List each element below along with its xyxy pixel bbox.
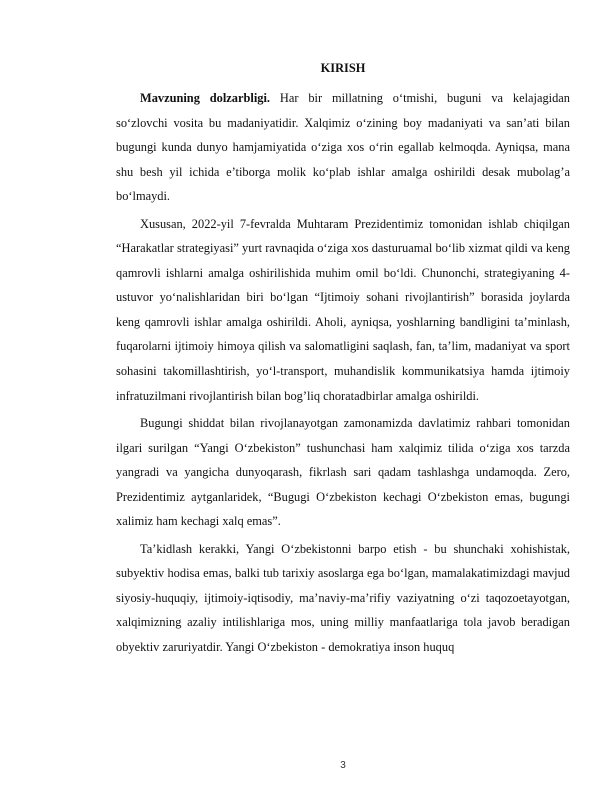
section-title: KIRISH <box>320 61 366 75</box>
paragraph-text: Bugungi shiddat bilan rivojlanayotgan zamonamizda davlatimiz rahbari tomonidan ilgari surilgan “Yangi O‘zbekiston” tushunchasi ham xalqimiz tilida o‘ziga xos tarzda yangradi va yangicha dunyoqarash, fikrlash sari qadam tashlashga undamoqda. Zero, Prezidentimiz aytganlaridek, “Bugugi O‘zbekiston kechagi O‘zbekiston emas, bugungi xalimiz ham kechagi xalq emas”. <box>116 416 570 529</box>
page-number: 3 <box>340 760 346 771</box>
footer <box>116 0 570 792</box>
paragraph-text: Ta’kidlash kerakki, Yangi O‘zbekistonni barpo etish - bu shunchaki xohishistak, subyektiv hodisa emas, balki tub tarixiy asoslarga ega bo‘lgan, mamalakatimizdagi mavjud siyosiy-huquqiy, ijtimoiy-iqtisodiy, ma’naviy-ma’rifiy vaziyatning o‘zi taqozoetayotgan, xalqimizning azaliy intilishlariga mos, uning milliy manfaatlariga tola javob beradigan obyektiv zaruriyatdir. Yangi O‘zbekiston - demokratiya inson huquq <box>116 541 570 655</box>
paragraph-lead: Mavzuning dolzarbligi. <box>140 91 271 105</box>
paragraph-text: Xususan, 2022-yil 7-fevralda Muhtaram Prezidentimiz tomonidan ishlab chiqilgan “Harakatlar strategiyasi” yurt ravnaqida o‘ziga xos dasturuamal bo‘lib xizmat qildi va keng qamrovli ishlarni amalga oshirilishida muhim omil bo‘ldi. Chunonchi, strategiyaning 4-ustuvor yo‘nalishlaridan biri bo‘lgan “Ijtimoiy sohani rivojlantirish” borasida joylarda keng qamrovli ishlar amalga oshirildi. Aholi, ayniqsa, yoshlarning bandligini ta’minlash, fuqarolarni ijtimoiy himoya qilish va salomatligini saqlash, fan, ta’lim, madaniyat va sport sohasini takomillashtirish, yo‘l-transport, muhandislik kommunikatsiya hamda ijtimoiy infratuzilmani rivojlantirish bilan bog’liq choratadbirlar amalga oshirildi. <box>116 216 570 403</box>
paragraph-text: Har bir millatning o‘tmishi, buguni va kelajagidan so‘zlovchi vosita bu madaniyatidir. Xalqimiz o‘zining boy madaniyati va san’ati bilan bugungi kunda dunyo hamjamiyatida o‘ziga xos o‘rin egallab kelmoqda. Ayniqsa, mana shu besh yil ichida e’tiborga molik ko‘plab ishlar amalga oshirildi desak mubolag’a bo‘lmaydi. <box>116 91 570 204</box>
